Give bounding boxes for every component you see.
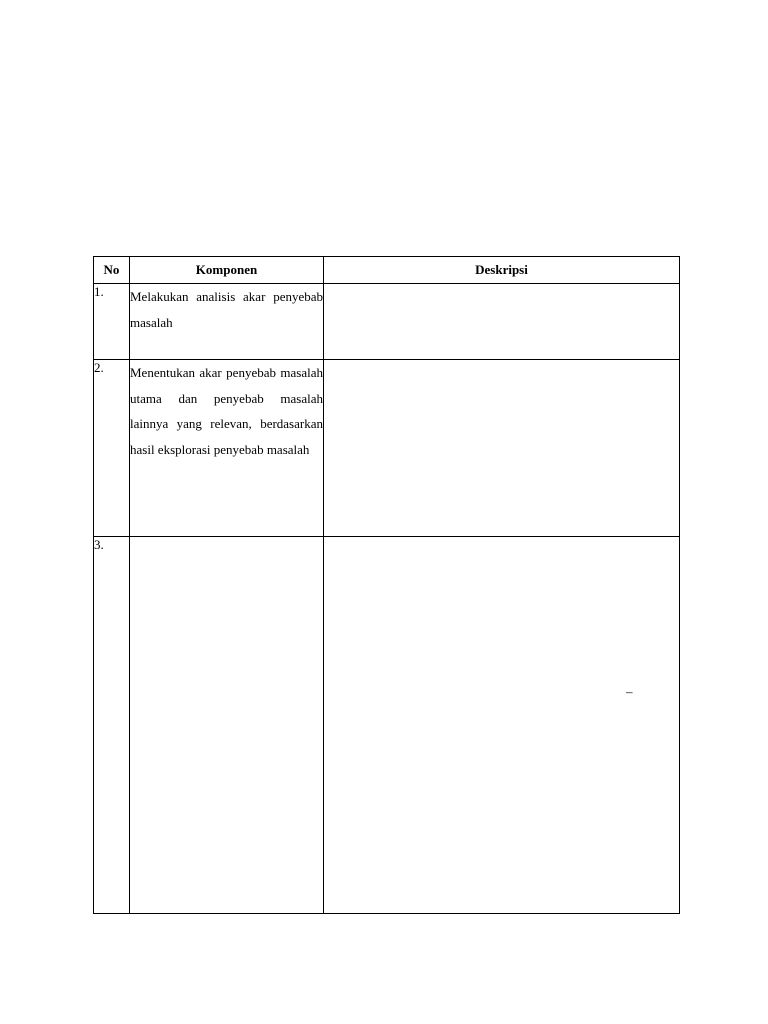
komponen-text: Menentukan akar penyebab masalah utama dan penyebab masalah lainnya yang relevan, berdasarkan hasil eksplorasi penyebab masalah — [130, 365, 323, 457]
komponen-text: Melakukan analisis akar penyebab masalah — [130, 289, 323, 330]
row-number: 1. — [94, 284, 130, 360]
header-komponen: Komponen — [130, 257, 324, 284]
deskripsi-cell — [324, 284, 680, 360]
deskripsi-cell — [324, 537, 680, 914]
table-row — [94, 360, 680, 537]
table-header-row — [94, 257, 680, 284]
komponen-cell — [130, 360, 324, 537]
komponen-cell — [130, 537, 324, 914]
dash-mark: – — [626, 684, 633, 699]
table-row — [94, 537, 680, 914]
component-description-table — [93, 256, 680, 914]
deskripsi-cell — [324, 360, 680, 537]
row-number: 3. — [94, 537, 130, 914]
header-no: No — [94, 257, 130, 284]
header-deskripsi: Deskripsi — [324, 257, 680, 284]
table-row — [94, 284, 680, 360]
row-number: 2. — [94, 360, 130, 537]
komponen-cell — [130, 284, 324, 360]
